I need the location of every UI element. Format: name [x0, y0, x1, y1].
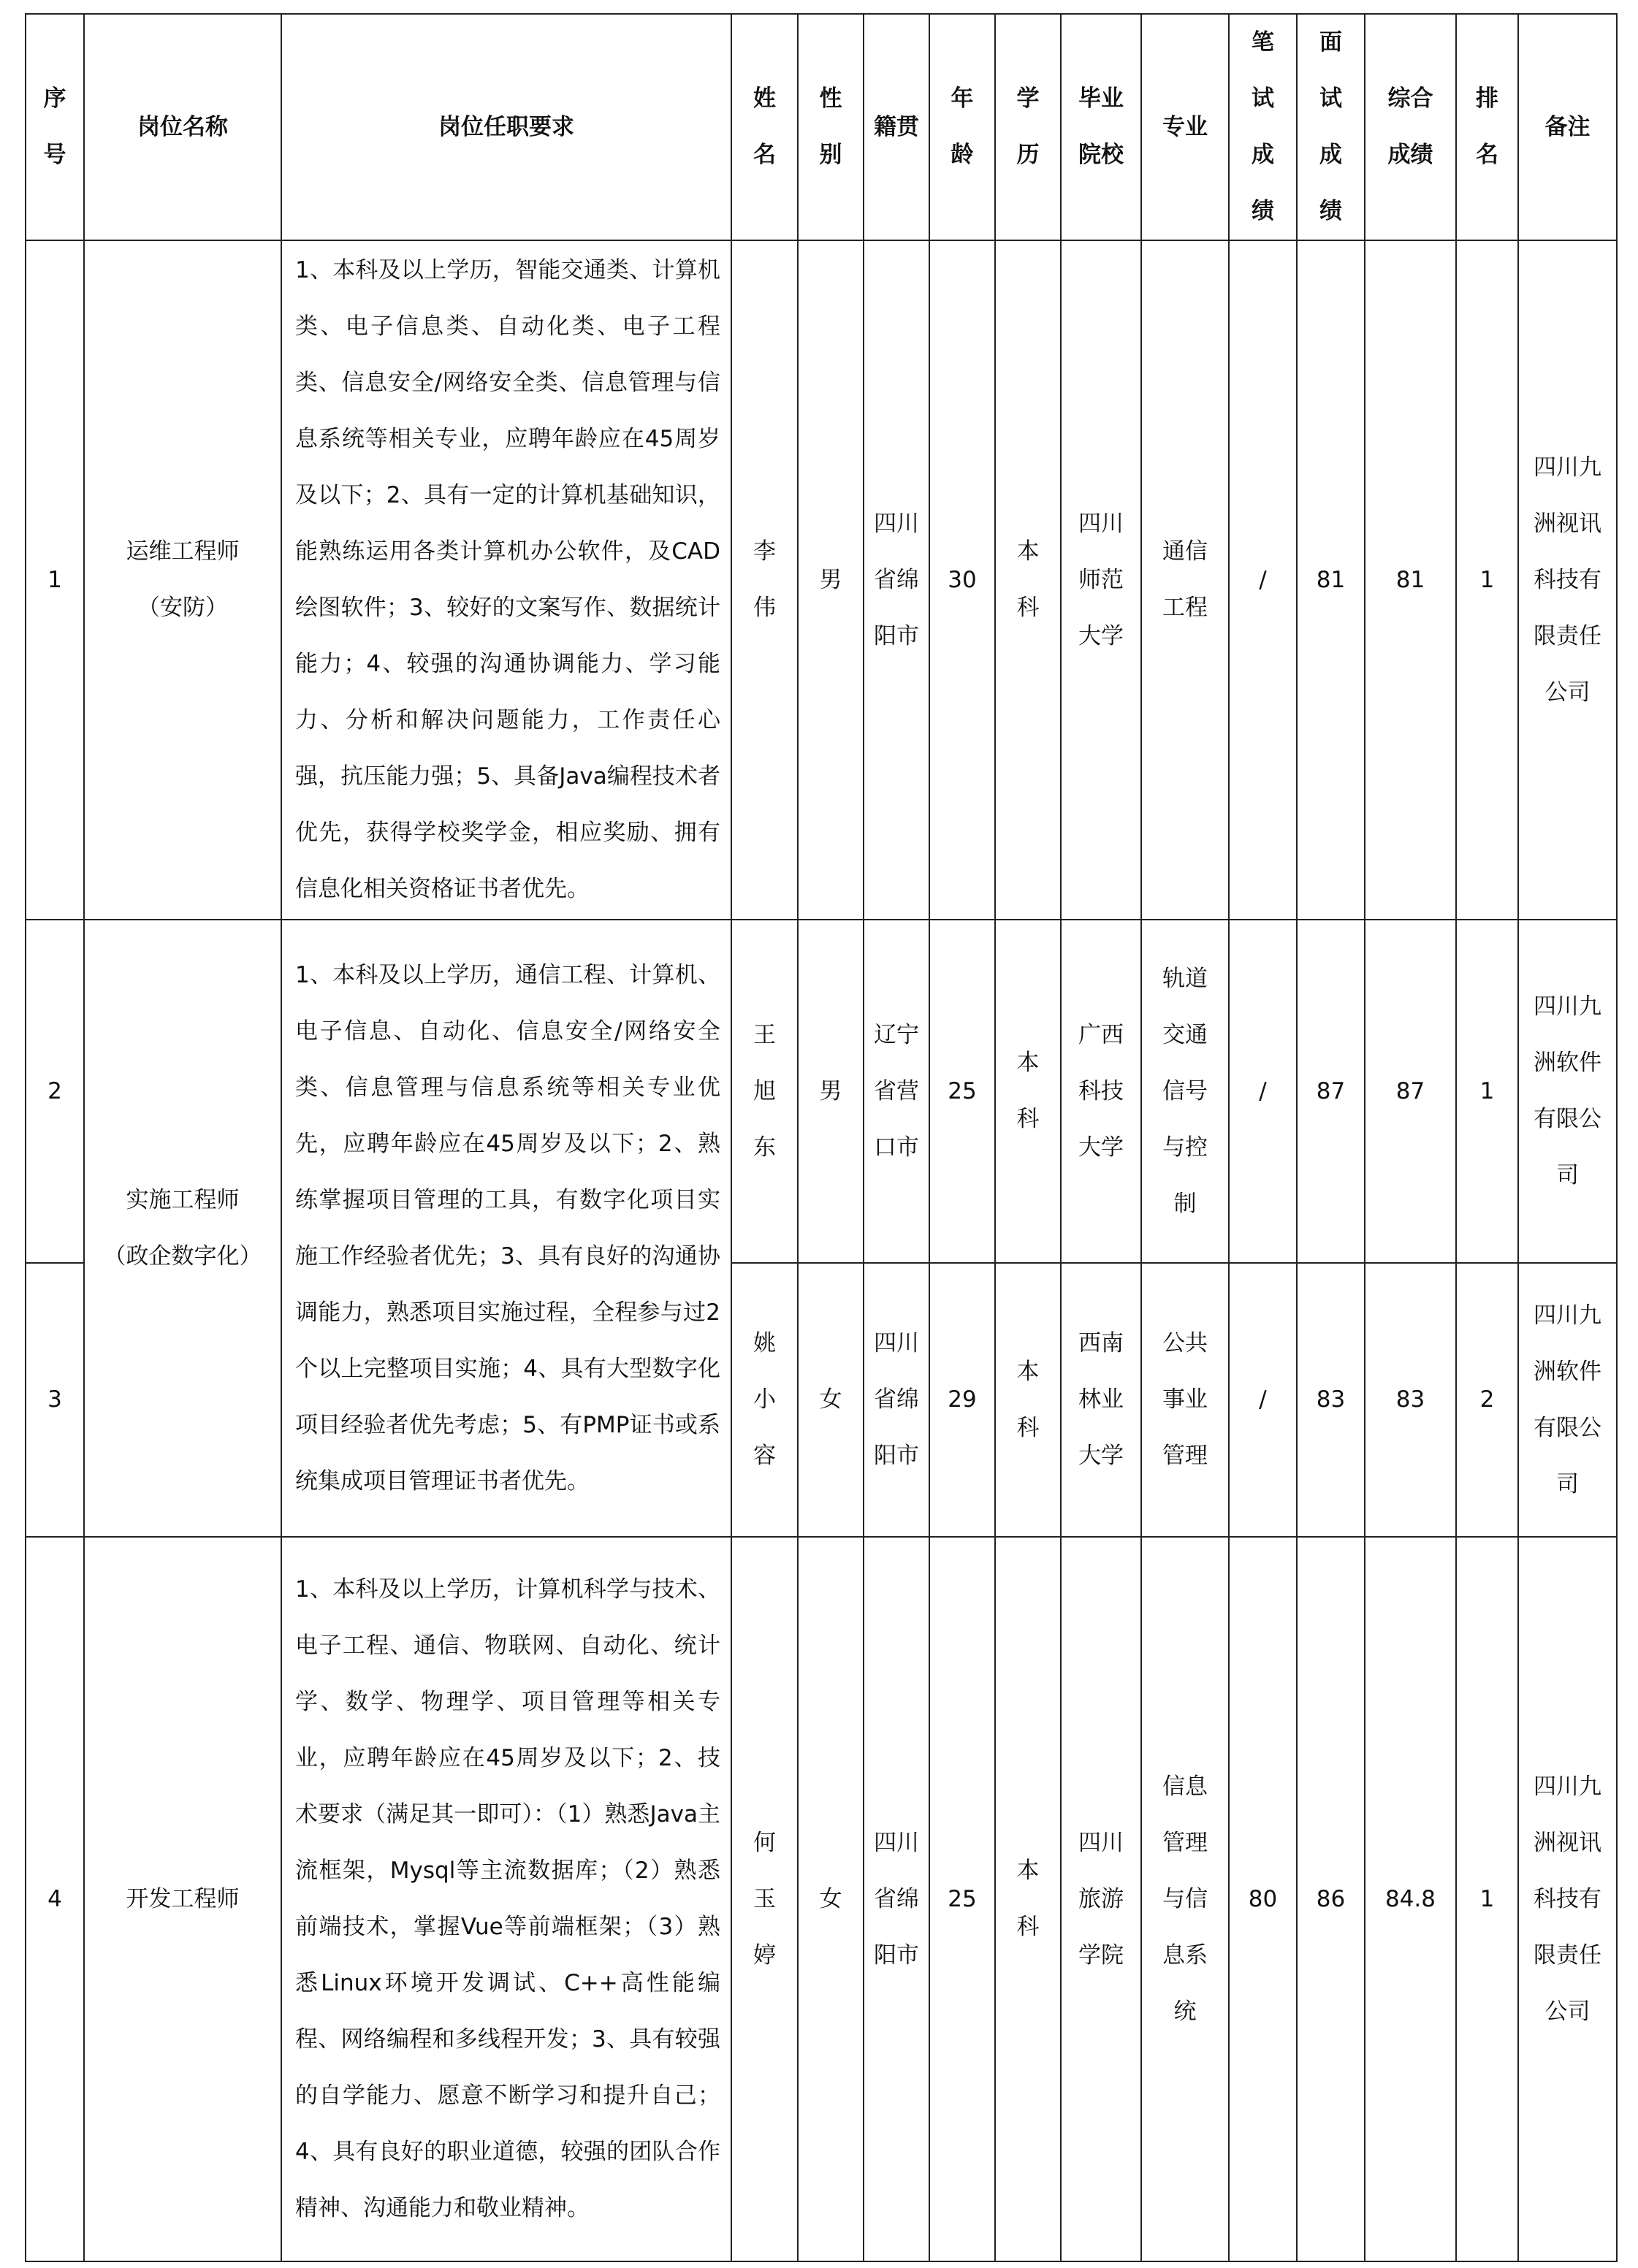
table-row: [26, 920, 1617, 1263]
cell-remark: 四川九 洲软件 有限公 司: [1518, 1263, 1617, 1537]
cell-gender: 男: [798, 920, 864, 1263]
table-row: [26, 1537, 1617, 2261]
cell-remark: 四川九 洲软件 有限公 司: [1518, 920, 1617, 1263]
cell-major: 公共 事业 管理: [1141, 1263, 1229, 1537]
header-remark: 备注: [1518, 14, 1617, 240]
header-origin: 籍贯: [864, 14, 929, 240]
cell-total: 84.8: [1365, 1537, 1456, 2261]
cell-position: 实施工程师 （政企数字化）: [84, 920, 281, 1537]
header-gender: 性 别: [798, 14, 864, 240]
cell-written: 80: [1229, 1537, 1297, 2261]
cell-age: 30: [929, 240, 995, 920]
header-no: 序 号: [26, 14, 84, 240]
cell-position: 运维工程师 （安防）: [84, 240, 281, 920]
cell-no: 4: [26, 1537, 84, 2261]
cell-total: 83: [1365, 1263, 1456, 1537]
cell-interview: 81: [1297, 240, 1365, 920]
cell-school: 四川 旅游 学院: [1061, 1537, 1141, 2261]
cell-school: 四川 师范 大学: [1061, 240, 1141, 920]
cell-origin: 四川 省绵 阳市: [864, 240, 929, 920]
cell-total: 87: [1365, 920, 1456, 1263]
header-interview: 面 试 成 绩: [1297, 14, 1365, 240]
cell-gender: 男: [798, 240, 864, 920]
cell-no: 2: [26, 920, 84, 1263]
header-position: 岗位名称: [84, 14, 281, 240]
cell-remark: 四川九 洲视讯 科技有 限责任 公司: [1518, 1537, 1617, 2261]
cell-requirements: 1、本科及以上学历，智能交通类、计算机类、电子信息类、自动化类、电子工程类、信息安全/网络安全类、信息管理与信息系统等相关专业，应聘年龄应在45周岁及以下；2、具有一定的计算机基础知识，能熟练运用各类计算机办公软件，及CAD绘图软件；3、较好的文案写作、数据统计能力；4、较强的沟通协调能力、学习能力、分析和解决问题能力，工作责任心强，抗压能力强；5、具备Java编程技术者优先，获得学校奖学金，相应奖励、拥有信息化相关资格证书者优先。: [281, 240, 731, 920]
cell-major: 通信 工程: [1141, 240, 1229, 920]
cell-major: 信息 管理 与信 息系 统: [1141, 1537, 1229, 2261]
cell-written: /: [1229, 240, 1297, 920]
cell-name: 何 玉 婷: [731, 1537, 798, 2261]
cell-origin: 四川 省绵 阳市: [864, 1263, 929, 1537]
table-row: [26, 240, 1617, 920]
cell-school: 西南 林业 大学: [1061, 1263, 1141, 1537]
cell-written: /: [1229, 1263, 1297, 1537]
header-major: 专业: [1141, 14, 1229, 240]
header-rank: 排 名: [1456, 14, 1518, 240]
header-written: 笔 试 成 绩: [1229, 14, 1297, 240]
header-school: 毕业 院校: [1061, 14, 1141, 240]
header-total: 综合 成绩: [1365, 14, 1456, 240]
header-name: 姓 名: [731, 14, 798, 240]
cell-rank: 1: [1456, 1537, 1518, 2261]
cell-rank: 2: [1456, 1263, 1518, 1537]
cell-written: /: [1229, 920, 1297, 1263]
cell-total: 81: [1365, 240, 1456, 920]
cell-requirements: 1、本科及以上学历，计算机科学与技术、电子工程、通信、物联网、自动化、统计学、数学、物理学、项目管理等相关专业，应聘年龄应在45周岁及以下；2、技术要求（满足其一即可）：（1）熟悉Java主流框架，Mysql等主流数据库；（2）熟悉前端技术，掌握Vue等前端框架；（3）熟悉Linux环境开发调试、C++高性能编程、网络编程和多线程开发；3、具有较强的自学能力、愿意不断学习和提升自己；4、具有良好的职业道德，较强的团队合作精神、沟通能力和敬业精神。: [281, 1537, 731, 2261]
cell-education: 本 科: [995, 1263, 1061, 1537]
cell-position: 开发工程师: [84, 1537, 281, 2261]
cell-interview: 86: [1297, 1537, 1365, 2261]
cell-rank: 1: [1456, 240, 1518, 920]
cell-rank: 1: [1456, 920, 1518, 1263]
cell-age: 29: [929, 1263, 995, 1537]
cell-major: 轨道 交通 信号 与控 制: [1141, 920, 1229, 1263]
header-row: [26, 14, 1617, 240]
recruitment-table: [25, 13, 1618, 2262]
cell-origin: 四川 省绵 阳市: [864, 1537, 929, 2261]
cell-gender: 女: [798, 1537, 864, 2261]
header-education: 学 历: [995, 14, 1061, 240]
header-requirements: 岗位任职要求: [281, 14, 731, 240]
cell-interview: 83: [1297, 1263, 1365, 1537]
cell-remark: 四川九 洲视讯 科技有 限责任 公司: [1518, 240, 1617, 920]
cell-no: 3: [26, 1263, 84, 1537]
cell-gender: 女: [798, 1263, 864, 1537]
cell-age: 25: [929, 920, 995, 1263]
cell-requirements: 1、本科及以上学历，通信工程、计算机、电子信息、自动化、信息安全/网络安全类、信息管理与信息系统等相关专业优先，应聘年龄应在45周岁及以下；2、熟练掌握项目管理的工具，有数字化项目实施工作经验者优先；3、具有良好的沟通协调能力，熟悉项目实施过程，全程参与过2个以上完整项目实施；4、具有大型数字化项目经验者优先考虑；5、有PMP证书或系统集成项目管理证书者优先。: [281, 920, 731, 1537]
cell-no: 1: [26, 240, 84, 920]
cell-education: 本 科: [995, 920, 1061, 1263]
header-age: 年 龄: [929, 14, 995, 240]
cell-name: 姚 小 容: [731, 1263, 798, 1537]
cell-education: 本 科: [995, 1537, 1061, 2261]
cell-school: 广西 科技 大学: [1061, 920, 1141, 1263]
cell-origin: 辽宁 省营 口市: [864, 920, 929, 1263]
cell-name: 李 伟: [731, 240, 798, 920]
cell-name: 王 旭 东: [731, 920, 798, 1263]
cell-education: 本 科: [995, 240, 1061, 920]
cell-interview: 87: [1297, 920, 1365, 1263]
cell-age: 25: [929, 1537, 995, 2261]
